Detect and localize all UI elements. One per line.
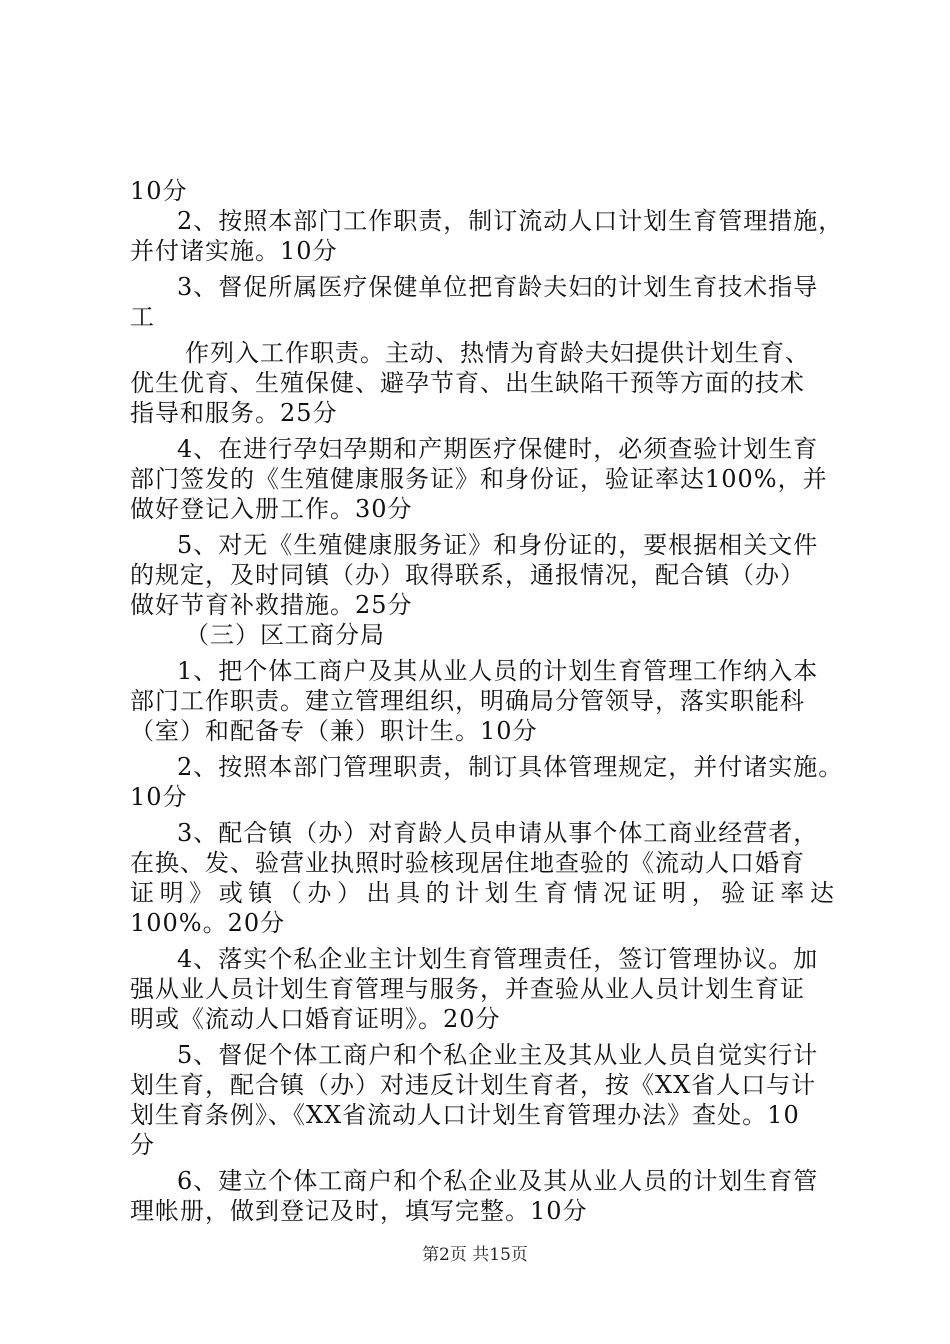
text-line: 2、按照本部门管理职责，制订具体管理规定，并付诸实施。 [177, 753, 844, 781]
text-line: 5、督促个体工商户和个私企业主及其从业人员自觉实行计 [177, 1041, 819, 1069]
text-line: （室）和配备专（兼）职计生。10分 [130, 717, 538, 745]
text-line: 指导和服务。25分 [130, 399, 338, 427]
text-line: 强从业人员计划生育管理与服务，并查验从业人员计划生育证 [130, 975, 805, 1003]
text-line: 在换、发、验营业执照时验核现居住地查验的《流动人口婚育 [130, 849, 805, 877]
document-body [130, 176, 844, 1226]
page-footer: 第2页 共15页 [422, 1245, 528, 1265]
text-line: 5、对无《生殖健康服务证》和身份证的，要根据相关文件 [177, 531, 819, 559]
text-line: 3、配合镇（办）对育龄人员申请从事个体工商业经营者， [177, 819, 819, 847]
text-line: 工 [130, 303, 155, 331]
text-line: 划生育条例》、《XX省流动人口计划生育管理办法》查处。10 [130, 1101, 800, 1129]
text-line: 4、在进行孕妇孕期和产期医疗保健时，必须查验计划生育 [177, 435, 819, 463]
text-line: 1、把个体工商户及其从业人员的计划生育管理工作纳入本 [177, 657, 819, 685]
text-line: 做好登记入册工作。30分 [130, 495, 413, 523]
text-line: 100%。20分 [130, 909, 286, 937]
text-line: 优生优育、生殖保健、避孕节育、出生缺陷干预等方面的技术 [130, 369, 805, 397]
text-line: 10分 [130, 177, 188, 205]
text-line: 4、落实个私企业主计划生育管理责任，签订管理协议。加 [177, 945, 819, 973]
text-line: 划生育，配合镇（办）对违反计划生育者，按《XX省人口与计 [130, 1071, 817, 1099]
text-line: 2、按照本部门工作职责，制订流动人口计划生育管理措施， [177, 207, 844, 235]
text-line: 分 [130, 1131, 155, 1159]
text-line: 6、建立个体工商户和个私企业及其从业人员的计划生育管 [177, 1167, 819, 1195]
text-line: 理帐册，做到登记及时，填写完整。10分 [130, 1197, 588, 1225]
text-line: 的规定，及时同镇（办）取得联系，通报情况，配合镇（办） [130, 561, 805, 589]
text-line: 明或《流动人口婚育证明》。20分 [130, 1005, 501, 1033]
text-line: 作列入工作职责。主动、热情为育龄夫妇提供计划生育、 [185, 339, 810, 367]
text-line: 10分 [130, 783, 188, 811]
section-heading: （三）区工商分局 [185, 621, 385, 649]
text-line: 部门工作职责。建立管理组织，明确局分管领导，落实职能科 [130, 687, 805, 715]
text-line: 3、督促所属医疗保健单位把育龄夫妇的计划生育技术指导 [177, 273, 819, 301]
text-line: 部门签发的《生殖健康服务证》和身份证，验证率达100%，并 [130, 465, 828, 493]
text-line: 做好节育补救措施。25分 [130, 591, 413, 619]
text-line: 证明》或镇（办）出具的计划生育情况证明，验证率达 [130, 879, 835, 907]
text-line: 并付诸实施。10分 [130, 237, 338, 265]
